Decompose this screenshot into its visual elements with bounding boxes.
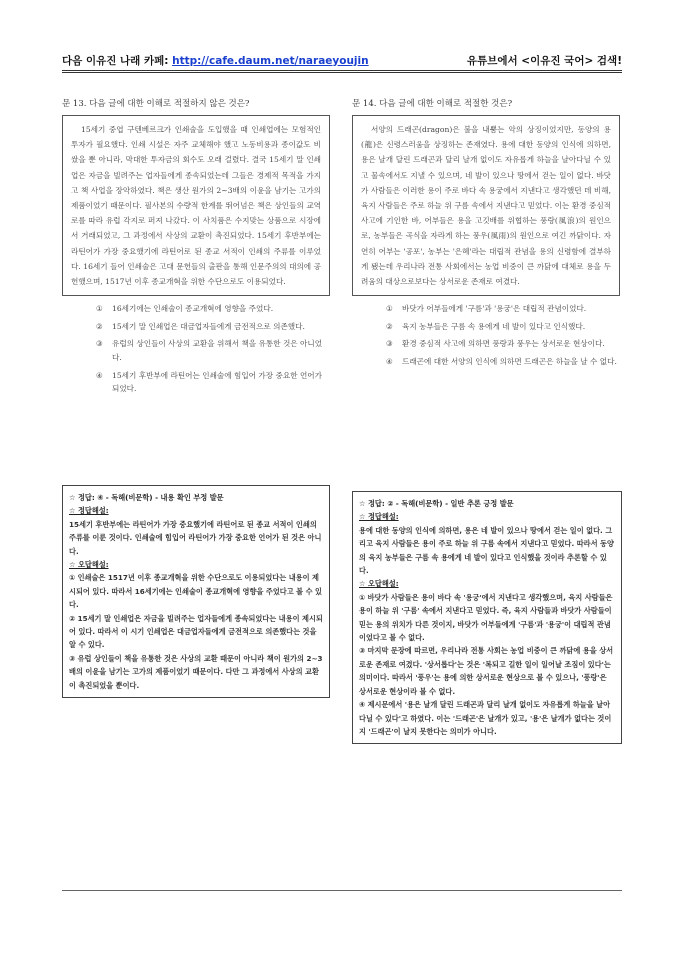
- choice-text: 바닷가 어부들에게 '구름'과 '용궁'은 대립적 관념이었다.: [402, 304, 587, 314]
- choice-number: ④: [96, 370, 103, 380]
- question-13-passage: [62, 115, 330, 296]
- choice-text: 16세기에는 인쇄술이 종교개혁에 영향을 주었다.: [112, 304, 274, 314]
- question-14: [352, 97, 620, 373]
- choice-4: [386, 355, 620, 369]
- correct-explanation-heading: ☆ 정답해설:: [359, 512, 399, 522]
- choice-number: ③: [386, 339, 393, 349]
- passage-text: 서양의 드래곤(dragon)은 불을 내뿜는 악의 상징이었지만, 동양의 용(龍)은 신령스러움을 상징하는 존재였다. 용에 대한 동양의 인식에 의하면, 용은 날개 달린 드래곤과 달리 날개 없이도 자유롭게 하늘을 날아다닐 수 있고 물속에서도 지낼 수 있으며, 네 발이 있으나 땅에서 걷는 일이 없다. 바닷가 사람들은 이러한 용이 주로 바다 속 용궁에서 지낸다고 생각했던 데 비해, 육지 사람들은 주로 하늘 위 구름 속에서 지낸다고 믿었다. 이는 환경 중심적 사고에 기인한 바, 어부들은 용을 고깃배를 위협하는 풍랑(風浪)의 원인으로, 농부들은 곡식을 자라게 하는 풍우(風雨)의 원인으로 여긴 까닭이다. 자연히 어부는 '공포', 농부는 '은혜'라는 대립적 관념을 용의 신령함에 결부하게 됐는데 우리나라 전통 사회에서는 농업 비중이 큰 까닭에 대체로 용을 두려움의 대상으로보다는 상서로운 존재로 여겼다.: [361, 125, 611, 287]
- correct-explanation-heading: ☆ 정답해설:: [69, 506, 109, 516]
- choice-text: 유럽의 상인들이 사상의 교환을 위해서 책을 유통한 것은 아니었다.: [112, 339, 323, 363]
- choice-number: ④: [386, 357, 393, 367]
- choice-2: [96, 320, 330, 334]
- wrong-explanation-heading: ☆ 오답해설:: [359, 579, 399, 589]
- header-rule-second: [62, 72, 622, 73]
- question-14-passage: [352, 115, 620, 296]
- choice-3: [386, 337, 620, 351]
- wrong-explanation-item: ① 바닷가 사람들은 용이 바다 속 '용궁'에서 지낸다고 생각했으며, 육지 사람들은 용이 하늘 위 '구름' 속에서 지낸다고 믿었다. 즉, 육지 사람들과 바닷가 사람들이 믿는 용의 위치가 다른 것이지, 바닷가 어부들에게 '구름'과 '용궁'이 대립적 관념이었다고 볼 수 없다.: [359, 592, 613, 643]
- question-14-choices: [386, 302, 620, 368]
- wrong-explanation-item: ① 인쇄술은 1517년 이후 종교개혁을 위한 수단으로도 이용되었다는 내용이 제시되어 있다. 따라서 16세기에는 인쇄술이 종교개혁에 영향을 주었다고 볼 수 있다.: [69, 573, 322, 610]
- choice-text: 15세기 후반부에 라틴어는 인쇄술에 힘입어 가장 중요한 언어가 되었다.: [112, 370, 322, 394]
- correct-explanation: 용에 대한 동양의 인식에 의하면, 용은 네 발이 있으나 땅에서 걷는 일이 없다. 그리고 육지 사람들은 용이 주로 하늘 위 구름 속에서 지낸다고 믿었다. 따라서 동양의 육지 농부들은 구름 속 용에게 네 발이 있다고 인식했을 것이라 추론할 수 있다.: [359, 525, 614, 576]
- choice-number: ①: [386, 304, 393, 314]
- footer-rule: [62, 890, 622, 891]
- choice-text: 환경 중심적 사고에 의하면 풍랑과 풍우는 상서로운 현상이다.: [402, 339, 605, 349]
- question-14-title: 문 14. 다음 글에 대한 이해로 적절한 것은?: [352, 99, 513, 109]
- choice-text: 15세기 말 인쇄업은 대금업자들에게 금전적으로 의존했다.: [112, 321, 305, 331]
- answer-14-box: [352, 491, 622, 744]
- choice-number: ③: [96, 339, 103, 349]
- correct-explanation: 15세기 후반부에는 라틴어가 가장 중요했기에 라틴어로 된 종교 서적이 인쇄의 주류를 이룬 것이다. 인쇄술에 힘입어 라틴어가 가장 중요한 언어가 된 것은 아니다.: [69, 519, 322, 556]
- question-13-title: 문 13. 다음 글에 대한 이해로 적절하지 않은 것은?: [62, 99, 250, 109]
- choice-text: 육지 농부들은 구름 속 용에게 네 발이 있다고 인식했다.: [402, 321, 586, 331]
- question-13: [62, 97, 330, 400]
- question-13-choices: [96, 302, 330, 396]
- choice-4: [96, 369, 330, 396]
- choice-3: [96, 337, 330, 364]
- choice-number: ①: [96, 304, 103, 314]
- header-rule: [62, 70, 622, 71]
- choice-number: ②: [96, 321, 103, 331]
- wrong-explanation-heading: ☆ 오답해설:: [69, 560, 109, 570]
- choice-2: [386, 320, 620, 334]
- youtube-info: 유튜브에서 <이유진 국어> 검색!: [466, 55, 622, 67]
- wrong-explanation-item: ② 15세기 말 인쇄업은 자금을 빌려주는 업자들에게 종속되었다는 내용이 제시되어 있다. 따라서 이 시기 인쇄업은 대금업자들에게 금전적으로 의존했다는 것을 알 수 있다.: [69, 613, 323, 650]
- choice-1: [386, 302, 620, 316]
- wrong-explanation-item: ④ 제시문에서 '용은 날개 달린 드래곤과 달리 날개 없이도 자유롭게 하늘을 날아다닐 수 있다'고 하였다. 이는 '드래곤'은 날개가 있고, '용'은 날개가 없다는 것이지 '드래곤'이 날지 못한다는 의미가 아니다.: [359, 700, 612, 736]
- cafe-info: [62, 53, 369, 68]
- wrong-explanation-item: ③ 유럽 상인들이 책을 유통한 것은 사상의 교환 때문이 아니라 책이 원가의 2~3배의 이윤을 남기는 고가의 제품이었기 때문이다. 다만 그 과정에서 사상의 교환이 촉진되었을 뿐이다.: [69, 653, 323, 690]
- passage-text: 15세기 중엽 구텐베르크가 인쇄술을 도입했을 때 인쇄업에는 모험적인 투자가 필요했다. 인쇄 시설은 자주 교체해야 했고 노동비용과 종이값도 비쌌을 뿐 아니라, 막대한 투자금의 회수도 오래 걸렸다. 결국 15세기 말 인쇄업은 자금을 빌려주는 업자들에게 종속되었는데 그들은 경제적 목적을 가지고 책 사업을 장악하였다. 책은 생산 원가의 2∼3배의 이윤을 남기는 고가의 제품이었기 때문이다. 필사본의 수량적 한계를 뛰어넘은 책은 상인들의 교역로를 따라 유럽 각지로 퍼져 나갔다. 이 사치품은 수지맞는 상품으로 시장에서 거래되었고, 그 과정에서 사상의 교환이 촉진되었다. 15세기 후반부에는 라틴어가 가장 중요했기에 라틴어로 된 종교 서적이 인쇄의 주류를 이루었다. 16세기 들어 인쇄술은 고대 문헌들의 출판을 통해 인문주의의 대의에 공헌했으며, 1517년 이후 종교개혁을 위한 수단으로도 이용되었다.: [71, 125, 321, 287]
- choice-1: [96, 302, 330, 316]
- page-header: [62, 49, 622, 71]
- cafe-label: 다음 이유진 나래 카페:: [62, 55, 173, 67]
- answer-14-title: ☆ 정답: ② - 독해(비문학) - 일반 추론 긍정 발문: [359, 499, 514, 508]
- wrong-explanation-item: ③ 마지막 문장에 따르면, 우리나라 전통 사회는 농업 비중이 큰 까닭에 용을 상서로운 존재로 여겼다. '상서롭다'는 것은 '복되고 길한 일이 일어날 조짐이 있다'는 의미이다. 따라서 '풍우'는 용에 의한 상서로운 현상으로 볼 수 있으나, '풍랑'은 상서로운 현상이라 볼 수 없다.: [359, 646, 614, 696]
- choice-text: 드래곤에 대한 서양의 인식에 의하면 드래곤은 하늘을 날 수 없다.: [402, 357, 617, 367]
- answer-13-box: [62, 485, 330, 698]
- choice-number: ②: [386, 321, 393, 331]
- cafe-link[interactable]: http://cafe.daum.net/naraeyoujin: [172, 55, 369, 67]
- answer-13-title: ☆ 정답: ④ - 독해(비문학) - 내용 확인 부정 발문: [69, 493, 224, 502]
